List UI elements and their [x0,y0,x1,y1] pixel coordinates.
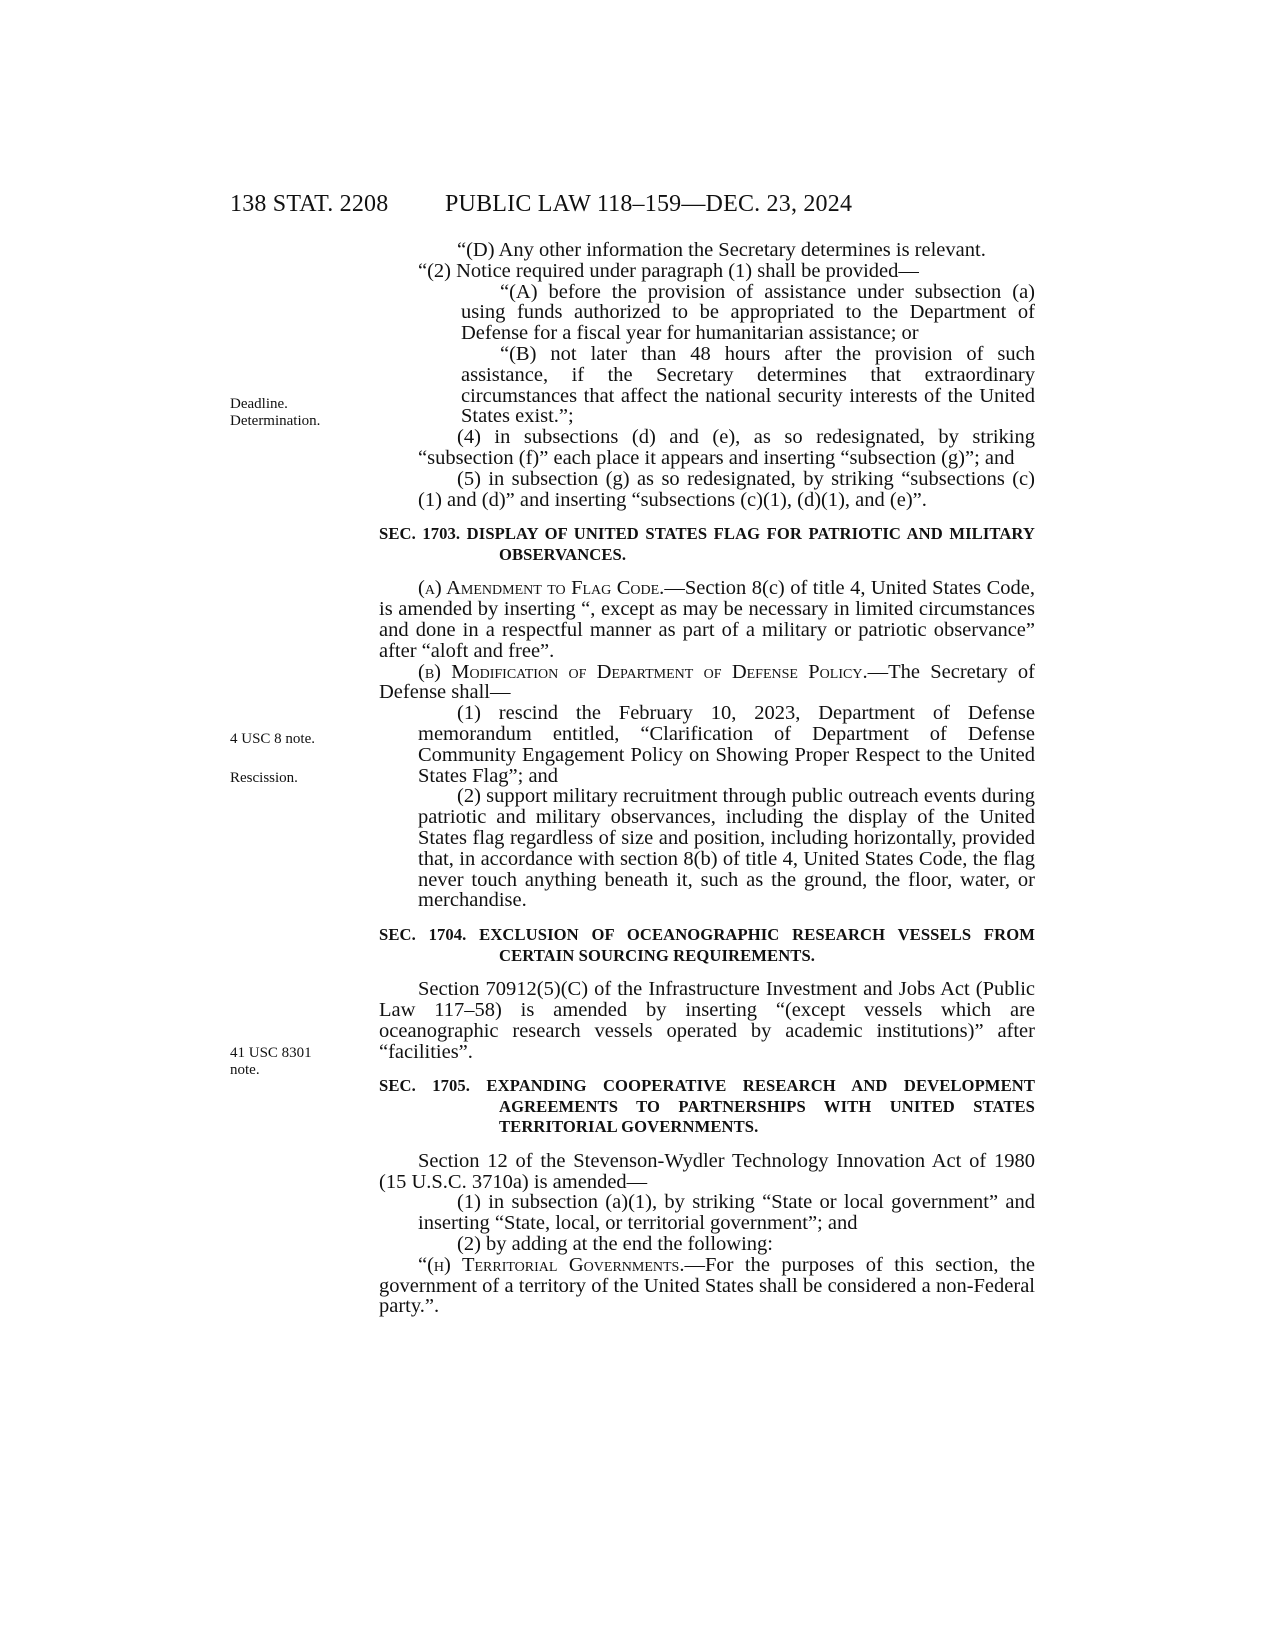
paragraph-5: (5) in subsection (g) as so redesignated, by striking “subsections (c)(1) and (d)” and inserting “subsections (c)(1), (d)(1), and (e)”. [418,467,1035,511]
section-1705-h [379,1255,1035,1317]
section-1705-text: Section 12 of the Stevenson-Wydler Technology Innovation Act of 1980 (15 U.S.C. 3710a) is amended— [379,1149,1035,1193]
margin-note-41-usc-8301 [230,1045,355,1079]
section-1703-heading: SEC. 1703. DISPLAY OF UNITED STATES FLAG FOR PATRIOTIC AND MILITARY OBSERVANCES. [379,524,1035,564]
statute-page-number: 138 STAT. 2208 [230,191,389,217]
section-1703-b-1: (1) rescind the February 10, 2023, Department of Defense memorandum entitled, “Clarification of Department of Defense Community Engagement Policy on Showing Proper Respect to the United States Flag”; and [418,702,1035,787]
section-1705-heading: SEC. 1705. EXPANDING COOPERATIVE RESEARCH AND DEVELOPMENT AGREEMENTS TO PARTNERSHIPS WITH UNITED STATES TERRITORIAL GOVERNMENTS. [379,1076,1035,1137]
section-1705-2: (2) by adding at the end the following: [457,1232,773,1255]
margin-note-41-usc-8301-line1: 41 USC 8301 [230,1045,312,1061]
margin-note-deadline-text: Deadline. [230,396,288,412]
section-1705-1: (1) in subsection (a)(1), by striking “State or local government” and inserting “State, local, or territorial government”; and [418,1191,1035,1235]
paragraph-2-b: “(B) not later than 48 hours after the provision of such assistance, if the Secretary determines that extraordinary circumstances that affect the national security interests of the United States exist.”; [461,342,1035,428]
margin-note-4-usc-8: 4 USC 8 note. [230,731,316,747]
section-1703-a [379,578,1035,661]
section-1703-b [379,662,1035,704]
section-1703-a-text: —Section 8(c) of title 4, United States Code, is amended by inserting “, except as may be necessary in limited circumstances and done in a respectful manner as part of a military or patriotic observance” after “aloft and free”. [379,577,1035,662]
section-1705-h-text: —For the purposes of this section, the government of a territory of the United States shall be considered a non-Federal party.”. [379,1253,1035,1318]
page-header [0,188,1275,220]
document-body [379,240,1035,1317]
margin-note-deadline [230,396,355,430]
section-1704-heading: SEC. 1704. EXCLUSION OF OCEANOGRAPHIC RESEARCH VESSELS FROM CERTAIN SOURCING REQUIREMENTS. [379,925,1035,965]
section-1703-b-label: (b) Modification of Department of Defense Policy. [418,660,868,683]
section-1703-b-text: —The Secretary of Defense shall— [379,660,1036,704]
public-law-title: PUBLIC LAW 118–159—DEC. 23, 2024 [445,191,853,217]
section-1703-b-2: (2) support military recruitment through public outreach events during patriotic and military observances, including the display of the United States flag regardless of size and position, including horizontally, provided that, in accordance with section 8(b) of title 4, United States Code, the flag never touch anything beneath it, such as the ground, the floor, water, or merchandise. [418,785,1035,912]
section-1703-a-label: (a) Amendment to Flag Code. [418,577,665,600]
paragraph-4: (4) in subsections (d) and (e), as so redesignated, by striking “subsection (f)” each place it appears and inserting “subsection (g)”; and [418,426,1035,469]
paragraph-d: “(D) Any other information the Secretary determines is relevant. [457,239,986,261]
paragraph-2: “(2) Notice required under paragraph (1) shall be provided— [418,259,919,282]
section-1704-text: Section 70912(5)(C) of the Infrastructure Investment and Jobs Act (Public Law 117–58) is amended by inserting “(except vessels which are oceanographic research vessels operated by academic institutions)” after “facilities”. [379,978,1035,1063]
margin-note-41-usc-8301-line2: note. [230,1062,260,1078]
margin-note-rescission: Rescission. [230,770,298,786]
section-1705-h-label: “(h) Territorial Governments. [418,1253,685,1276]
margin-note-determination-text: Determination. [230,413,321,429]
paragraph-2-a: “(A) before the provision of assistance under subsection (a) using funds authorized to be appropriated to the Department of Defense for a fiscal year for humanitarian assistance; or [461,280,1035,345]
